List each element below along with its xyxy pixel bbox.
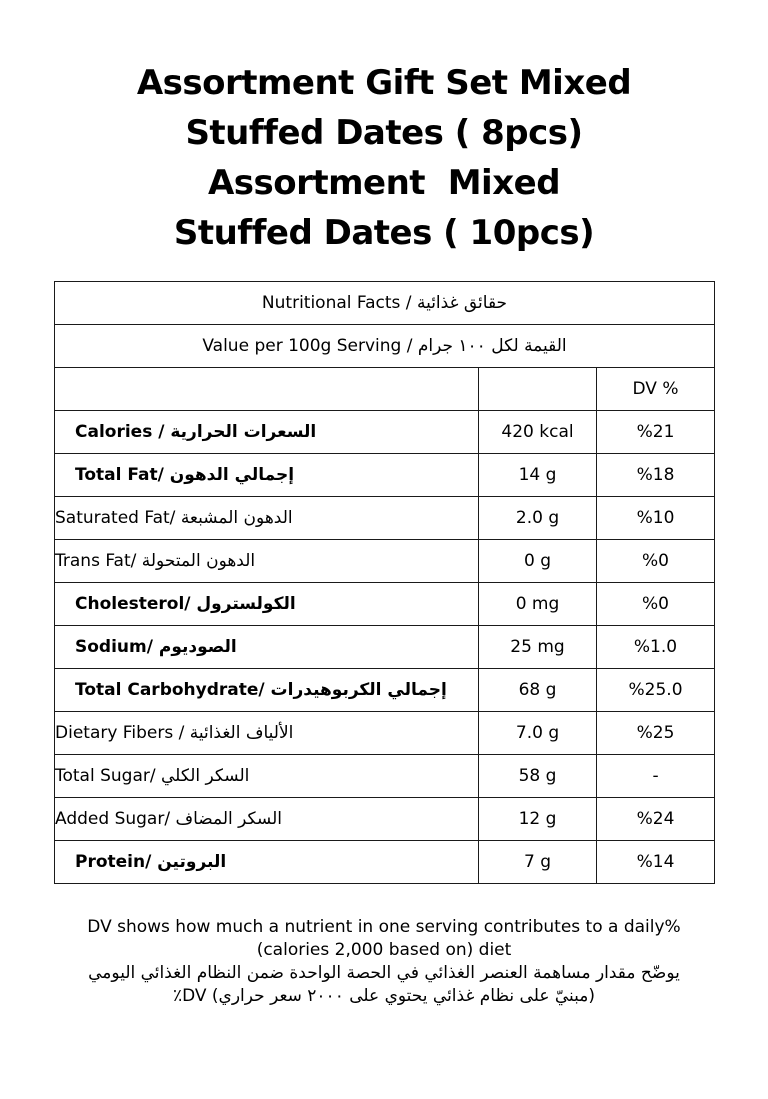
nutrition-facts-table <box>54 281 715 884</box>
nutrient-amount: 25 mg <box>479 626 597 669</box>
nutrient-name: Added Sugar/ السكر المضاف <box>55 798 479 841</box>
serving-size-label: Value per 100g Serving / القيمة لكل ١٠٠ جرام <box>55 325 715 368</box>
nutrient-name: Trans Fat/ الدهون المتحولة <box>55 540 479 583</box>
nutrient-name: Calories / السعرات الحرارية <box>55 411 479 454</box>
footnote-ar-line-2: (مبنيّ على نظام غذائي يحتوي على ٢٠٠٠ سعر حراري) DV٪ <box>172 986 596 1006</box>
title-line-3: Assortment Mixed <box>207 163 561 203</box>
table-row <box>55 798 715 841</box>
table-row <box>55 497 715 540</box>
dv-header: DV % <box>597 368 715 411</box>
table-row <box>55 540 715 583</box>
nutrient-amount: 12 g <box>479 798 597 841</box>
empty-amount-header <box>479 368 597 411</box>
empty-name-header <box>55 368 479 411</box>
table-row <box>55 583 715 626</box>
nutrient-amount: 7 g <box>479 841 597 884</box>
title-line-2: Stuffed Dates ( 8pcs) <box>185 113 583 153</box>
table-row <box>55 411 715 454</box>
nutrient-amount: 0 mg <box>479 583 597 626</box>
nutrient-name: Saturated Fat/ الدهون المشبعة <box>55 497 479 540</box>
product-title <box>0 58 768 258</box>
nutrient-amount: 7.0 g <box>479 712 597 755</box>
nutrient-daily-value: %1.0 <box>597 626 715 669</box>
serving-row <box>55 325 715 368</box>
title-line-4: Stuffed Dates ( 10pcs) <box>173 213 595 253</box>
nutrient-daily-value: %21 <box>597 411 715 454</box>
table-row <box>55 454 715 497</box>
table-row <box>55 841 715 884</box>
nutrient-amount: 14 g <box>479 454 597 497</box>
nutrient-daily-value: %18 <box>597 454 715 497</box>
table-row <box>55 626 715 669</box>
nutrient-daily-value: %24 <box>597 798 715 841</box>
title-line-1: Assortment Gift Set Mixed <box>136 63 632 103</box>
nutrition-facts-heading: Nutritional Facts / حقائق غذائية <box>55 282 715 325</box>
table-row <box>55 755 715 798</box>
nutrient-amount: 420 kcal <box>479 411 597 454</box>
table-row <box>55 712 715 755</box>
nutrient-daily-value: %25.0 <box>597 669 715 712</box>
nutrient-daily-value: %14 <box>597 841 715 884</box>
footnote <box>20 916 748 1008</box>
nutrient-name: Total Sugar/ السكر الكلي <box>55 755 479 798</box>
nutrient-name: Sodium/ الصوديوم <box>55 626 479 669</box>
nutrient-amount: 68 g <box>479 669 597 712</box>
nutrient-daily-value: %25 <box>597 712 715 755</box>
nutrient-amount: 58 g <box>479 755 597 798</box>
column-header-row <box>55 368 715 411</box>
nutrient-daily-value: %0 <box>597 583 715 626</box>
nutrient-daily-value: %10 <box>597 497 715 540</box>
nutrient-name: Total Carbohydrate/ إجمالي الكربوهيدرات <box>55 669 479 712</box>
nutrient-daily-value: %0 <box>597 540 715 583</box>
nutrient-name: Cholesterol/ الكولسترول <box>55 583 479 626</box>
footnote-en-line-2: (calories 2,000 based on) diet <box>256 940 512 960</box>
nutrient-name: Total Fat/ إجمالي الدهون <box>55 454 479 497</box>
nutrient-amount: 2.0 g <box>479 497 597 540</box>
table-header-row <box>55 282 715 325</box>
nutrient-amount: 0 g <box>479 540 597 583</box>
table-row <box>55 669 715 712</box>
nutrient-name: Protein/ البروتين <box>55 841 479 884</box>
footnote-en-line-1: DV shows how much a nutrient in one serving contributes to a daily% <box>87 917 681 937</box>
nutrient-name: Dietary Fibers / الألياف الغذائية <box>55 712 479 755</box>
nutrient-daily-value: - <box>597 755 715 798</box>
footnote-ar-line-1: يوضّح مقدار مساهمة العنصر الغذائي في الحصة الواحدة ضمن النظام الغذائي اليومي <box>88 963 680 983</box>
